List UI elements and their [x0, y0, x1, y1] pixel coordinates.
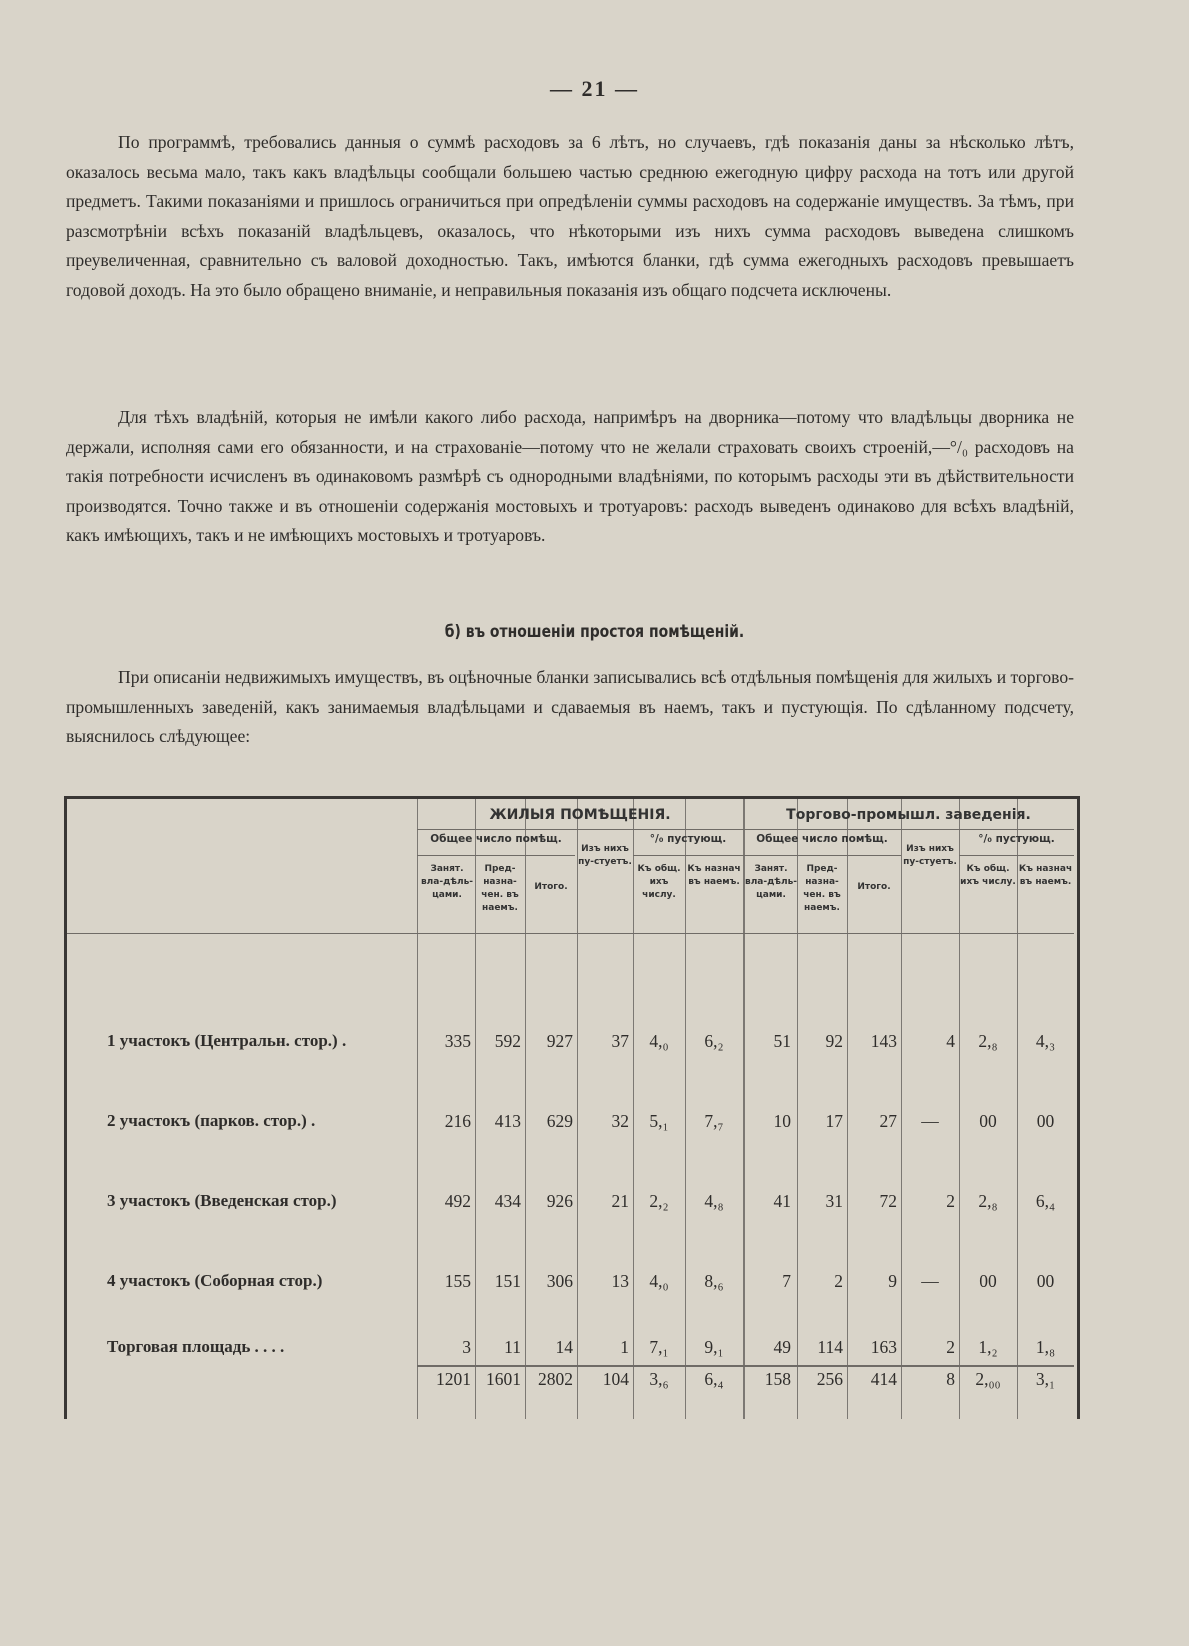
cell: 7,₁: [649, 1337, 669, 1357]
header-rented-com: Пред-назна-чен. въ наемъ.: [803, 864, 841, 913]
cell: 163: [870, 1337, 897, 1357]
cell: 27: [879, 1111, 897, 1131]
cell: 927: [546, 1031, 573, 1051]
cell: 17: [825, 1111, 843, 1131]
cell: 9,₁: [704, 1337, 724, 1357]
cell: 10: [773, 1111, 791, 1131]
header-pct-total-res: Къ общ. ихъ числу.: [637, 864, 681, 900]
cell: 4,₈: [704, 1191, 724, 1211]
header-total-com: Итого.: [857, 882, 891, 892]
cell: 335: [444, 1031, 471, 1051]
cell: 114: [817, 1337, 843, 1357]
total-cell: 2,₀₀: [975, 1369, 1001, 1389]
cell: 3: [462, 1337, 471, 1357]
cell: 434: [494, 1191, 521, 1211]
total-cell: 1601: [486, 1369, 521, 1389]
cell: 2,₈: [978, 1191, 998, 1211]
cell: 14: [555, 1337, 573, 1357]
header-rented-res: Пред-назна-чен. въ наемъ.: [481, 864, 519, 913]
header-vacant-pct-res: °/₀ пустующ.: [649, 833, 727, 845]
total-cell: 256: [816, 1369, 843, 1389]
cell: 2,₈: [978, 1031, 998, 1051]
paragraph-1: По программѣ, требовались данныя о суммѣ расходовъ за 6 лѣтъ, но случаевъ, гдѣ показанія даны за нѣсколько лѣтъ, оказалось весьма мало, такъ какъ владѣльцы сообщали большею частью среднюю ежегодную цифру расхода на тотъ или другой предметъ. Такими показаніями и пришлось ограничиться при опредѣленіи суммы расходовъ на содержаніе имуществъ. За тѣмъ, при разсмотрѣніи всѣхъ показаній владѣльцевъ, оказалось, что нѣкоторыми изъ нихъ сумма расходовъ выведена слишкомъ преувеличенная, сравнительно съ валовой доходностью. Такъ, имѣются бланки, гдѣ сумма ежегодныхъ расходовъ превышаетъ годовой доходъ. На это было обращено вниманіе, и неправильныя показанія изъ общаго подсчета исключены.: [66, 132, 1074, 300]
cell: 4,₃: [1035, 1031, 1056, 1051]
cell: 492: [444, 1191, 471, 1211]
cell: 592: [494, 1031, 521, 1051]
total-cell: 104: [602, 1369, 629, 1389]
header-total-count-res: Общее число помѣщ.: [430, 833, 562, 845]
header-vacant-pct-com: °/₀ пустующ.: [978, 833, 1055, 845]
cell: 37: [611, 1031, 629, 1051]
header-vacant-res: Изъ нихъ пу-стуетъ.: [578, 844, 632, 867]
paragraph-2: Для тѣхъ владѣній, которыя не имѣли какого либо расхода, напримѣръ на дворника—потому что владѣльцы дворника не держали, исполняя сами его обязанности, и на страхованіе—потому что не желали страховать своихъ строеній,—°/₀ расходовъ на такія потребности исчисленъ въ одинаковомъ размѣрѣ съ однородными владѣніями, по которымъ расходы эти въ дѣйствительности производятся. Точно также и въ отношеніи содержанія мостовыхъ и тротуаровъ: расходъ выведенъ одинаково для всѣхъ владѣній, какъ имѣющихъ, такъ и не имѣющихъ мостовыхъ и тротуаровъ.: [66, 407, 1074, 546]
cell: 4,₀: [649, 1031, 669, 1051]
cell: 7,₇: [704, 1111, 724, 1131]
cell: 4: [946, 1031, 955, 1051]
cell: 49: [773, 1337, 791, 1357]
cell: 413: [494, 1111, 521, 1131]
row-label: Торговая площадь . . . .: [107, 1337, 285, 1356]
cell: 629: [546, 1111, 573, 1131]
cell: 143: [870, 1031, 897, 1051]
cell: 306: [546, 1271, 573, 1291]
cell: 1: [620, 1337, 629, 1357]
header-occupied-com: Занят. вла-дѣль-цами.: [745, 864, 798, 900]
cell: 41: [773, 1191, 791, 1211]
row-label: 3 участокъ (Введенская стор.): [107, 1191, 337, 1210]
header-commercial: Торгово-промышл. заведенія.: [786, 807, 1031, 823]
header-pct-rented-res: Къ назнач въ наемъ.: [687, 864, 741, 887]
cell: 00: [979, 1271, 997, 1291]
cell: 00: [1036, 1111, 1055, 1131]
cell: 1,₈: [1035, 1337, 1056, 1357]
total-cell: 2802: [538, 1369, 573, 1389]
row-label: 4 участокъ (Соборная стор.): [107, 1271, 323, 1290]
cell: 7: [782, 1271, 791, 1291]
total-cell: 1201: [436, 1369, 471, 1389]
total-cell: 6,₄: [704, 1369, 724, 1389]
cell: 4,₀: [649, 1271, 669, 1291]
cell: 151: [494, 1271, 521, 1291]
total-cell: 8: [946, 1369, 955, 1389]
cell: 32: [611, 1111, 629, 1131]
cell: 926: [546, 1191, 573, 1211]
paragraph-3: При описаніи недвижимыхъ имуществъ, въ оцѣночные бланки записывались всѣ отдѣльныя помѣщенія для жилыхъ и торгово-промышленныхъ заведеній, какъ занимаемыя владѣльцами и сдаваемыя въ наемъ, такъ и пустующія. По сдѣланному подсчету, выяснилось слѣдующее:: [66, 667, 1074, 747]
cell: 155: [444, 1271, 471, 1291]
cell: 31: [825, 1191, 843, 1211]
cell: 2: [946, 1191, 955, 1211]
cell: 2,₂: [649, 1191, 669, 1211]
row-label: 1 участокъ (Центральн. стор.) .: [107, 1031, 347, 1050]
header-occupied-res: Занят. вла-дѣль-цами.: [420, 864, 473, 900]
cell: 9: [888, 1271, 897, 1291]
cell: 2: [834, 1271, 843, 1291]
header-total-count-com: Общее число помѣщ.: [756, 833, 888, 845]
cell: 6,₂: [704, 1031, 724, 1051]
row-label: 2 участокъ (парков. стор.) .: [107, 1111, 316, 1130]
cell: 1,₂: [978, 1337, 998, 1357]
header-vacant-com: Изъ нихъ пу-стуетъ.: [903, 844, 957, 867]
cell: 92: [825, 1031, 843, 1051]
header-residential: ЖИЛЫЯ ПОМѢЩЕНІЯ.: [489, 807, 671, 823]
cell: 6,₄: [1035, 1191, 1056, 1211]
cell: 8,₆: [704, 1271, 724, 1291]
total-cell: 3,₆: [649, 1369, 669, 1389]
subheading: б) въ отношеніи простоя помѣщеній.: [444, 622, 745, 642]
header-pct-rented-com: Къ назнач въ наемъ.: [1018, 864, 1073, 887]
cell: 21: [611, 1191, 629, 1211]
cell: 2: [946, 1337, 955, 1357]
cell: 216: [444, 1111, 471, 1131]
header-pct-total-com: Къ общ. ихъ числу.: [960, 864, 1016, 887]
cell: 11: [504, 1337, 521, 1357]
total-cell: 3,₁: [1035, 1369, 1056, 1389]
cell: 13: [611, 1271, 629, 1291]
vacancy-table: [64, 796, 1080, 1419]
cell: 00: [979, 1111, 997, 1131]
total-cell: 414: [870, 1369, 897, 1389]
page-number: — 21 —: [550, 76, 639, 101]
header-total-res: Итого.: [534, 882, 568, 892]
cell: 5,₁: [649, 1111, 669, 1131]
cell: —: [921, 1111, 939, 1131]
cell: —: [921, 1271, 939, 1291]
cell: 72: [879, 1191, 897, 1211]
cell: 00: [1036, 1271, 1055, 1291]
cell: 51: [773, 1031, 791, 1051]
total-cell: 158: [764, 1369, 791, 1389]
